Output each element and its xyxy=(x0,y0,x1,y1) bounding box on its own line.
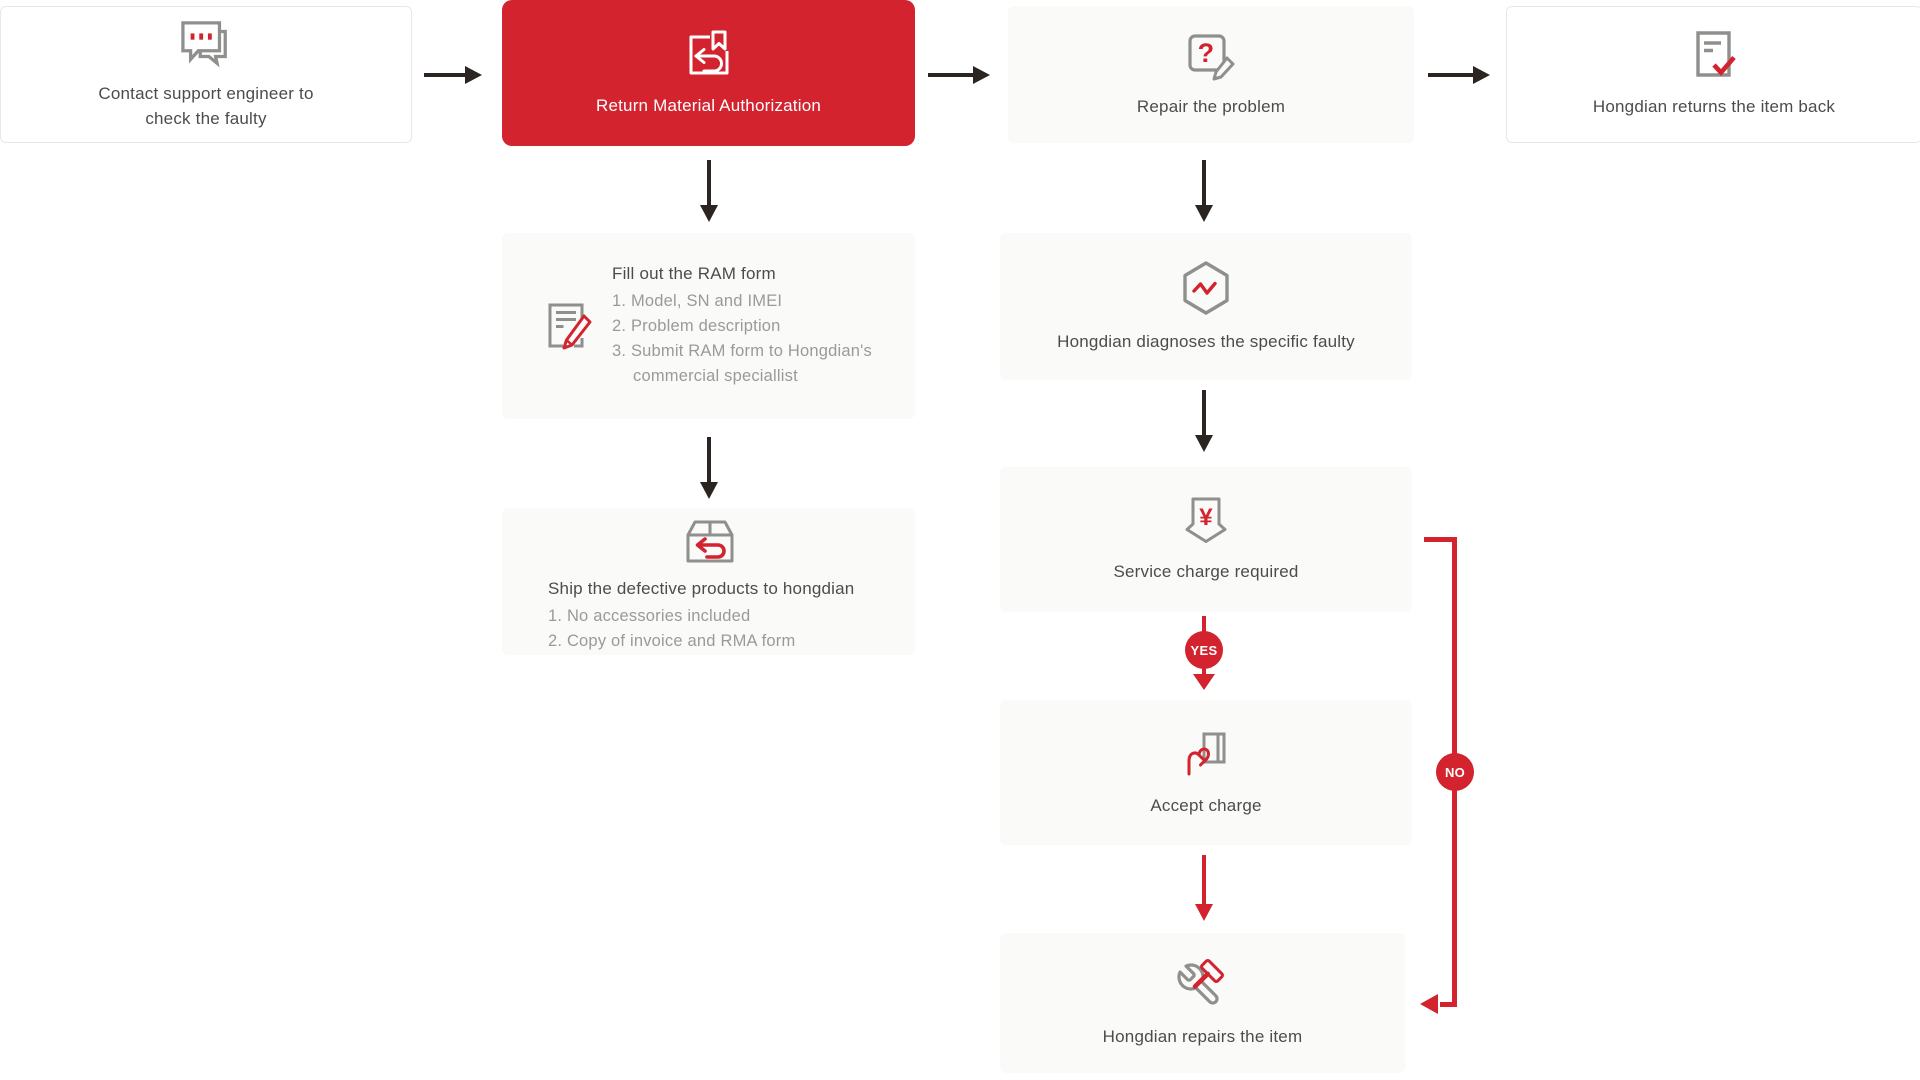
service-charge-card xyxy=(1000,467,1412,612)
step-return-material-authorization xyxy=(502,0,915,146)
arrow-right-1 xyxy=(424,73,466,77)
ship-title: Ship the defective products to hongdian xyxy=(548,579,855,598)
repair-item-card xyxy=(1000,933,1405,1073)
fill-form-item-3: 3. Submit RAM form to Hongdian's commercial speciallist xyxy=(612,342,872,385)
wrench-hammer-icon xyxy=(1174,957,1232,1011)
no-badge: NO xyxy=(1436,753,1474,791)
no-route-arrowhead xyxy=(1420,994,1438,1014)
step-repair-label: Repair the problem xyxy=(1136,97,1286,116)
no-route-bottom-segment xyxy=(1440,1002,1457,1007)
fill-form-item-2: 2. Problem description xyxy=(612,317,781,335)
ship-item-1: 1. No accessories included xyxy=(548,607,751,625)
yes-badge: YES xyxy=(1185,631,1223,669)
chat-bubbles-icon xyxy=(179,19,233,69)
service-charge-label: Service charge required xyxy=(1113,561,1299,581)
arrow-right-3 xyxy=(1428,73,1474,77)
fill-form-title: Fill out the RAM form xyxy=(612,264,776,283)
arrow-right-2 xyxy=(928,73,974,77)
repair-item-label: Hongdian repairs the item xyxy=(1102,1027,1303,1046)
accept-charge-label: Accept charge xyxy=(1150,795,1262,815)
svg-text:?: ? xyxy=(1197,38,1215,68)
document-question-icon xyxy=(1185,30,1237,82)
step-return-item-label: Hongdian returns the item back xyxy=(1592,97,1836,116)
arrow-down-to-fill-form xyxy=(707,160,711,206)
step-return-item-back xyxy=(1506,6,1920,143)
accept-charge-card xyxy=(1000,700,1412,845)
diagnose-label: Hongdian diagnoses the specific faulty xyxy=(1057,331,1355,351)
fill-form-card xyxy=(502,233,915,419)
document-check-icon xyxy=(1688,30,1740,82)
arrow-down-to-repair-item xyxy=(1202,855,1206,905)
step-rma-label: Return Material Authorization xyxy=(595,95,822,115)
step-contact-support-label: Contact support engineer to check the faulty xyxy=(98,83,314,128)
arrow-down-to-diagnose xyxy=(1202,160,1206,206)
diagnose-card xyxy=(1000,233,1412,380)
ship-products-card xyxy=(502,508,915,655)
return-package-icon xyxy=(683,29,735,81)
hand-payment-icon xyxy=(1180,728,1232,780)
hexagon-pulse-icon xyxy=(1180,260,1232,316)
step-contact-support xyxy=(0,6,412,143)
fill-form-item-1: 1. Model, SN and IMEI xyxy=(612,292,783,310)
svg-text:¥: ¥ xyxy=(1199,503,1213,531)
package-return-icon xyxy=(681,515,737,567)
arrow-down-to-service-charge xyxy=(1202,390,1206,436)
ship-item-2: 2. Copy of invoice and RMA form xyxy=(548,632,796,650)
yes-arrowhead xyxy=(1193,674,1215,690)
form-pencil-icon xyxy=(542,300,594,352)
yen-charge-icon xyxy=(1180,496,1232,546)
step-repair-problem xyxy=(1008,6,1414,143)
arrow-down-to-ship xyxy=(707,437,711,483)
